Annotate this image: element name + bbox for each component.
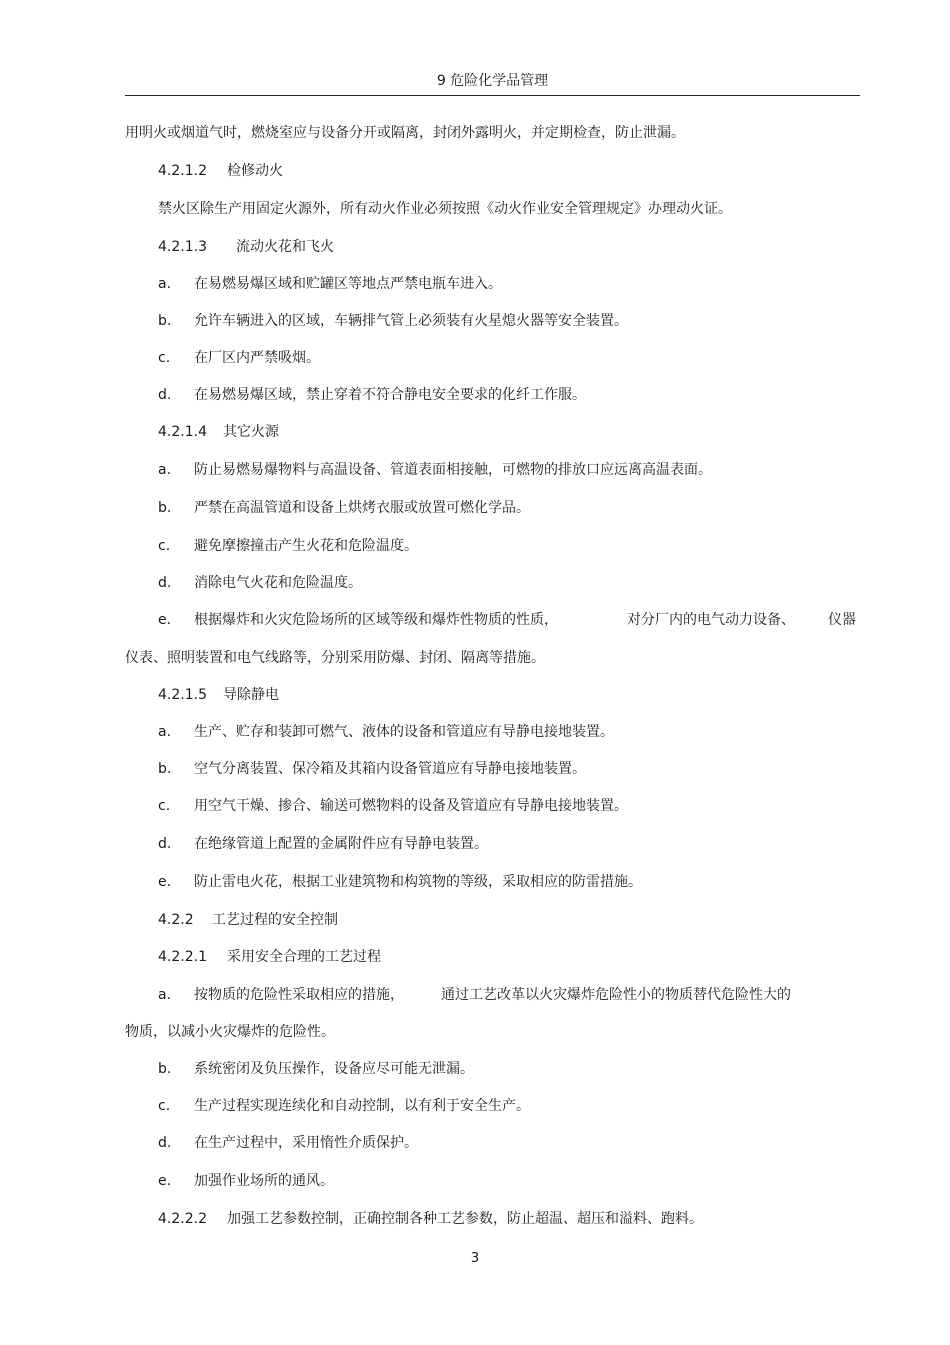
header-divider [125, 95, 860, 96]
paragraph-line: 物质，以减小火灾爆炸的危险性。 [125, 1024, 335, 1040]
list-item: c. 用空气干燥、掺合、输送可燃物料的设备及管道应有导静电接地装置。 [158, 798, 628, 814]
list-item: a. 防止易燃易爆物料与高温设备、管道表面相接触，可燃物的排放口应远离高温表面。 [158, 462, 712, 478]
paragraph-line: 用明火或烟道气时，燃烧室应与设备分开或隔离，封闭外露明火，并定期检查，防止泄漏。 [125, 125, 685, 141]
list-item-continuation: 对分厂内的电气动力设备、 [627, 612, 795, 628]
list-item: a. 在易燃易爆区域和贮罐区等地点严禁电瓶车进入。 [158, 276, 502, 292]
paragraph-line: 禁火区除生产用固定火源外，所有动火作业必须按照《动火作业安全管理规定》办理动火证。 [158, 201, 732, 217]
paragraph-line: 仪表、照明装置和电气线路等，分别采用防爆、封闭、隔离等措施。 [125, 650, 545, 666]
page-number: 3 [470, 1251, 480, 1266]
list-item: c. 避免摩擦撞击产生火花和危险温度。 [158, 538, 418, 554]
list-item: b. 严禁在高温管道和设备上烘烤衣服或放置可燃化学品。 [158, 500, 530, 516]
list-item: e. 加强作业场所的通风。 [158, 1173, 334, 1189]
list-item-continuation: 通过工艺改革以火灾爆炸危险性小的物质替代危险性大的 [441, 987, 791, 1003]
page-header-title: 9 危险化学品管理 [436, 73, 549, 89]
list-item: b. 系统密闭及负压操作，设备应尽可能无泄漏。 [158, 1061, 474, 1077]
section-heading: 4.2.2.2 加强工艺参数控制，正确控制各种工艺参数，防止超温、超压和溢料、跑料。 [158, 1211, 703, 1227]
list-item: d. 在易燃易爆区域，禁止穿着不符合静电安全要求的化纤工作服。 [158, 387, 586, 403]
list-item: d. 消除电气火花和危险温度。 [158, 575, 362, 591]
list-item: d. 在绝缘管道上配置的金属附件应有导静电装置。 [158, 836, 488, 852]
list-item: b. 允许车辆进入的区域，车辆排气管上必须装有火星熄火器等安全装置。 [158, 313, 628, 329]
list-item: c. 在厂区内严禁吸烟。 [158, 350, 320, 366]
list-item: a. 生产、贮存和装卸可燃气、液体的设备和管道应有导静电接地装置。 [158, 724, 614, 740]
list-item: a. 按物质的危险性采取相应的措施， [158, 987, 404, 1003]
list-item: b. 空气分离装置、保冷箱及其箱内设备管道应有导静电接地装置。 [158, 761, 586, 777]
list-item-continuation: 仪器 [828, 612, 856, 628]
section-heading: 4.2.1.4 其它火源 [158, 424, 279, 440]
section-heading: 4.2.2 工艺过程的安全控制 [158, 912, 338, 928]
section-heading: 4.2.2.1 采用安全合理的工艺过程 [158, 949, 381, 965]
list-item: c. 生产过程实现连续化和自动控制，以有利于安全生产。 [158, 1098, 530, 1114]
list-item: e. 防止雷电火花，根据工业建筑物和构筑物的等级，采取相应的防雷措施。 [158, 874, 642, 890]
list-item: d. 在生产过程中，采用惰性介质保护。 [158, 1135, 418, 1151]
section-heading: 4.2.1.3 流动火花和飞火 [158, 239, 334, 255]
section-heading: 4.2.1.5 导除静电 [158, 687, 279, 703]
section-heading: 4.2.1.2 检修动火 [158, 163, 283, 179]
list-item: e. 根据爆炸和火灾危险场所的区域等级和爆炸性物质的性质， [158, 612, 558, 628]
